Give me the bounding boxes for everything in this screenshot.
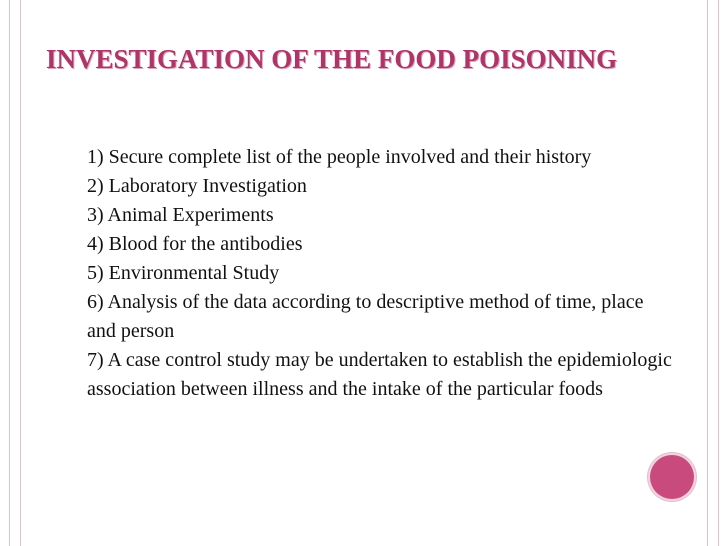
investigation-steps-list bbox=[87, 143, 677, 404]
right-border-line-inner bbox=[707, 0, 708, 546]
list-item: 7) A case control study may be undertaken to establish the epidemiologic association between illness and the intake of the particular foods bbox=[87, 349, 672, 400]
decorative-circle-icon bbox=[650, 455, 694, 499]
list-item: 3) Animal Experiments bbox=[87, 204, 274, 226]
right-border-line bbox=[718, 0, 719, 546]
list-item: 2) Laboratory Investigation bbox=[87, 175, 307, 197]
list-item: 5) Environmental Study bbox=[87, 262, 280, 284]
left-border-line bbox=[9, 0, 10, 546]
list-item: 4) Blood for the antibodies bbox=[87, 233, 303, 255]
list-item: 1) Secure complete list of the people involved and their history bbox=[87, 146, 592, 168]
slide-title: INVESTIGATION OF THE FOOD POISONING bbox=[46, 44, 618, 74]
list-item: 6) Analysis of the data according to descriptive method of time, place and person bbox=[87, 291, 644, 342]
left-border-line-inner bbox=[20, 0, 21, 546]
